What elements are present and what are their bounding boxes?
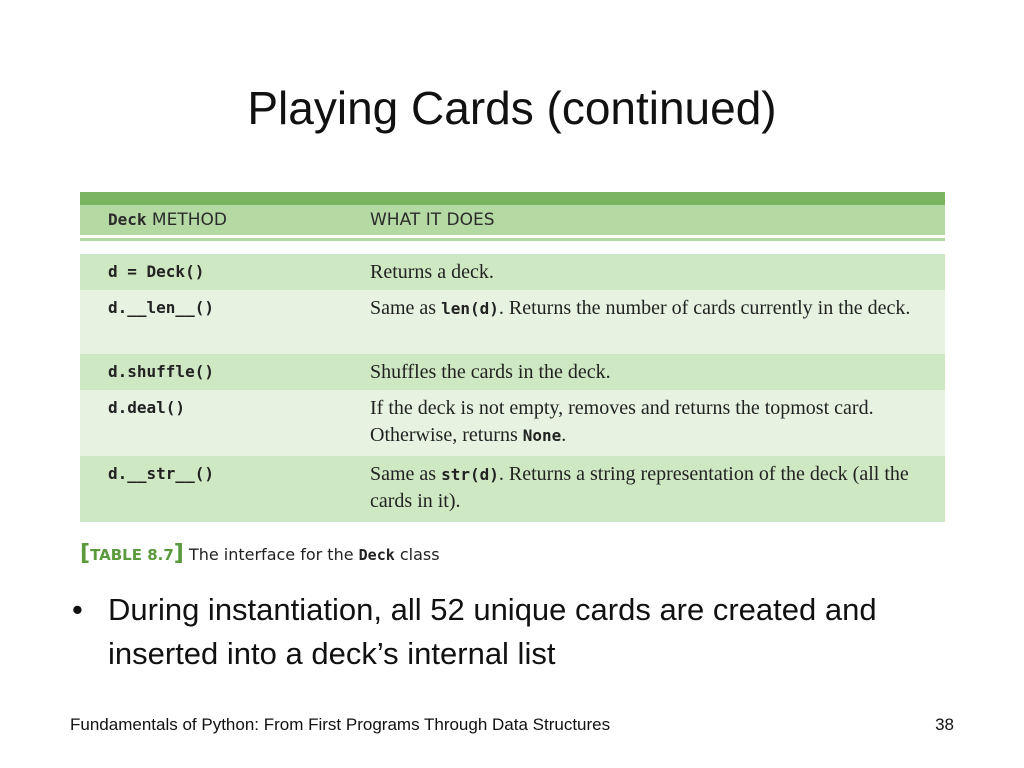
description-text: Returns a deck. [370,261,494,283]
slide-title: Playing Cards (continued) [247,82,777,134]
table-top-bar [80,192,945,205]
header-divider-lower [80,241,945,244]
description-code: len(d) [441,299,499,318]
description-cell [370,295,930,322]
method-cell: d.shuffle() [108,362,214,381]
table-row [80,354,945,390]
method-cell: d.deal() [108,398,186,417]
header-what-it-does: WHAT IT DOES [370,210,495,230]
table-row [80,290,945,354]
bullet-text: During instantiation, all 52 unique cards are created and inserted into a deck’s internal list [108,592,877,671]
deck-methods-table [80,192,945,522]
caption-close-bracket: ] [173,541,184,566]
description-code: None [522,426,562,445]
table-row [80,456,945,522]
method-cell: d.__str__() [108,464,214,483]
description-text: Same as [370,463,442,485]
header-method-word: METHOD [146,210,227,230]
header-method [108,205,227,235]
page-number: 38 [935,715,954,734]
table-caption [80,540,440,568]
description-text: If the deck is not empty, removes and returns the topmost card. Otherwise, returns [370,397,874,446]
caption-label: TABLE 8.7 [90,546,174,564]
description-cell [370,259,930,286]
description-text: . [561,424,567,446]
caption-text: The interface for the [183,545,359,564]
method-cell: d.__len__() [108,298,214,317]
description-cell [370,359,930,386]
caption-code: Deck [358,546,395,564]
description-code: str(d) [441,465,499,484]
caption-open-bracket: [ [80,541,91,566]
footer-text: Fundamentals of Python: From First Programs Through Data Structures [70,715,611,734]
caption-tail: class [394,545,440,564]
table-row [80,254,945,290]
description-text: . Returns a string representation of the deck (all the cards in it). [370,463,909,512]
bullet-marker: • [72,592,83,627]
description-cell [370,395,930,449]
description-text: Same as [370,297,442,319]
description-text: . Returns the number of cards currently in the deck. [498,297,911,319]
table-row [80,390,945,456]
header-method-code: Deck [108,210,147,229]
description-text: Shuffles the cards in the deck. [370,361,611,383]
description-cell [370,461,930,515]
method-cell: d = Deck() [108,262,205,281]
